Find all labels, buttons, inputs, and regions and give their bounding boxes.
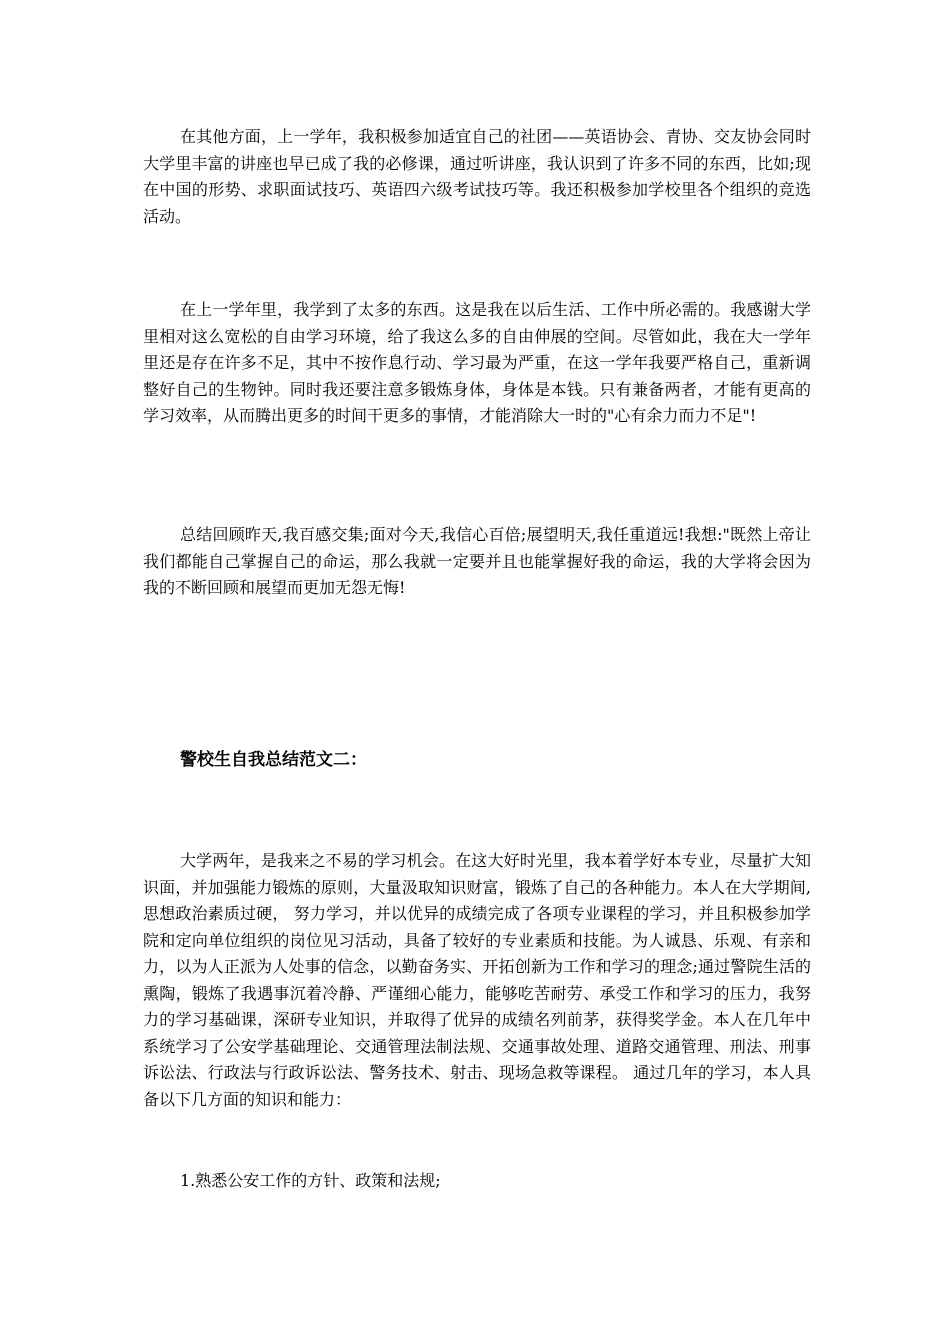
list-item: 1.熟悉公安工作的方针、政策和法规;	[180, 1171, 441, 1190]
paragraph-reflection: 在上一学年里，我学到了太多的东西。这是我在以后生活、工作中所必需的。我感谢大学里相对这么宽松的自由学习环境，给了我这么多的自由伸展的空间。尽管如此，我在大一学年里还是存在许多不足，其中不按作息行动、学习最为严重，在这一学年我要严格自己，重新调整好自己的生物钟。同时我还要注意多锻炼身体，身体是本钱。只有兼备两者，才能有更高的学习效率，从而腾出更多的时间干更多的事情，才能消除大一时的"心有余力而力不足"!	[143, 300, 811, 425]
section-heading: 警校生自我总结范文二：	[180, 750, 367, 770]
paragraph-extracurricular: 在其他方面，上一学年，我积极参加适宜自己的社团——英语协会、青协、交友协会同时大学里丰富的讲座也早已成了我的必修课，通过听讲座，我认识到了许多不同的东西，比如;现在中国的形势、求职面试技巧、英语四六级考试技巧等。我还积极参加学校里各个组织的竞选活动。	[143, 127, 811, 226]
paragraph-two-years: 大学两年，是我来之不易的学习机会。在这大好时光里，我本着学好本专业，尽量扩大知识面，并加强能力锻炼的原则，大量汲取知识财富，锻炼了自己的各种能力。本人在大学期间,思想政治素质过硬， 努力学习，并以优异的成绩完成了各项专业课程的学习，并且积极参加学院和定向单位组织的岗位见习活动，具备了较好的专业素质和技能。为人诚恳、乐观、有亲和力，以为人正派为人处事的信念，以勤奋务实、开拓创新为工作和学习的理念;通过警院生活的熏陶，锻炼了我遇事沉着冷静、严谨细心能力，能够吃苦耐劳、承受工作和学习的压力，我努力的学习基础课，深研专业知识，并取得了优异的成绩名列前茅，获得奖学金。本人在几年中系统学习了公安学基础理论、交通管理法制法规、交通事故处理、道路交通管理、刑法、刑事诉讼法、行政法与行政诉讼法、警务技术、射击、现场急救等课程。 通过几年的学习，本人具备以下几方面的知识和能力：	[143, 851, 811, 1109]
paragraph-summary: 总结回顾昨天,我百感交集;面对今天,我信心百倍;展望明天,我任重道远!我想:"既然上帝让我们都能自己掌握自己的命运，那么我就一定要并且也能掌握好我的命运，我的大学将会因为我的不断回顾和展望而更加无怨无悔!	[143, 525, 811, 597]
